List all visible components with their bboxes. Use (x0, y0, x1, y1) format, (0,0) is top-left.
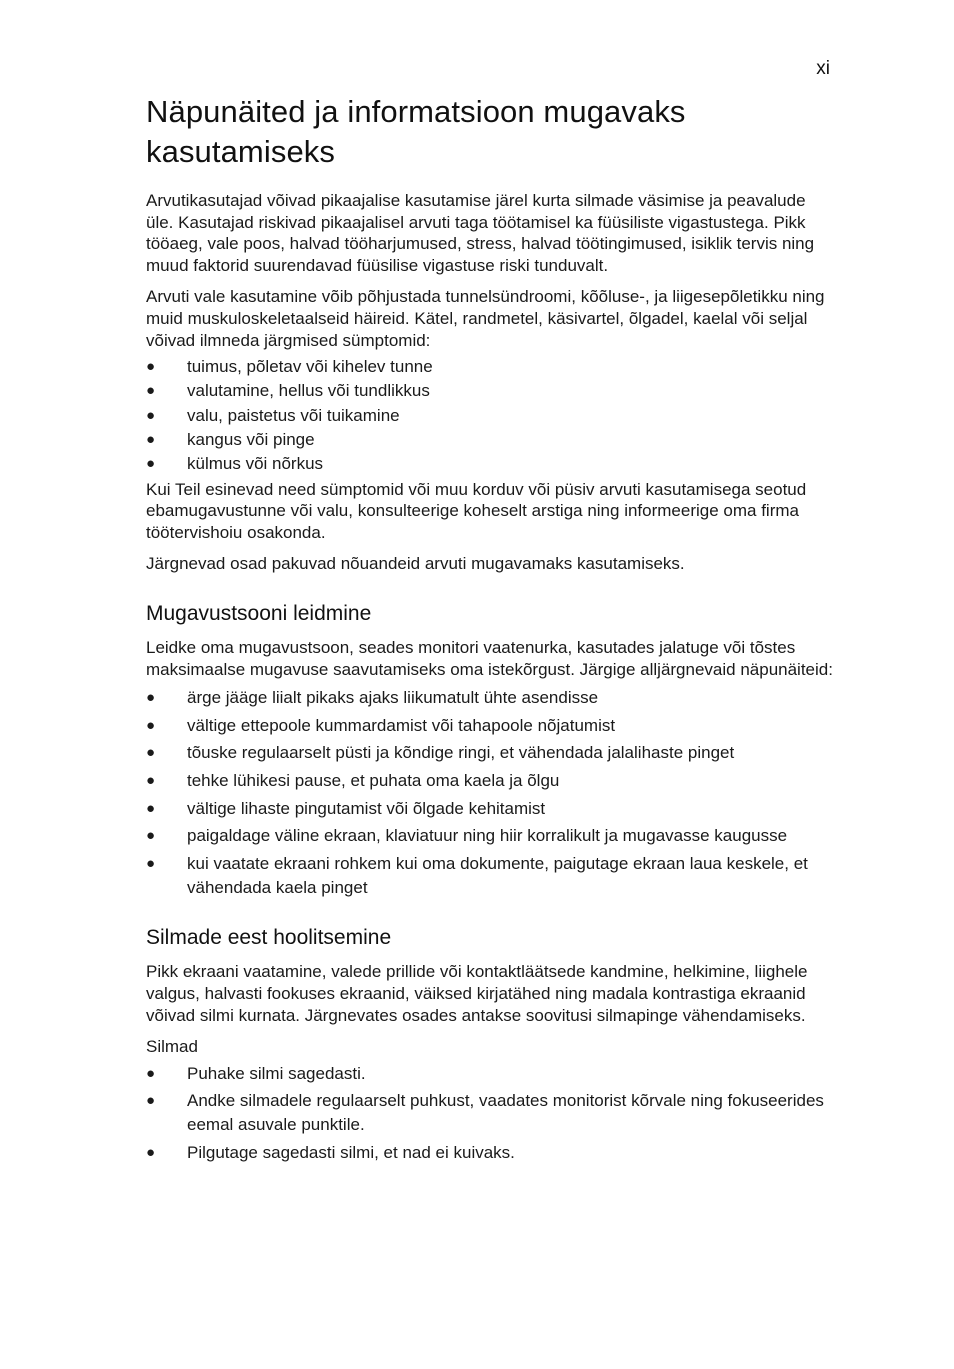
eye-care-paragraph: Pikk ekraani vaatamine, valede prillide või kontaktläätsede kandmine, helkimine, liighele valgus, halvasti fookuses ekraanid, väiksed kirjatähed ning madala kontrastiga ekraanid võivad silmi kurnata. Järgnevates osades antakse soovitusi silmapinge vähendamiseks. (146, 962, 808, 1025)
section-heading-comfort-zone: Mugavustsooni leidmine (146, 602, 372, 626)
document-body (146, 92, 836, 1169)
list-item: ● vältige lihaste pingutamist või õlgade kehitamist (146, 797, 836, 821)
section-heading-eye-care: Silmade eest hoolitsemine (146, 926, 392, 950)
bullet-icon: ● (146, 716, 156, 734)
bullet-icon: ● (146, 431, 156, 449)
bullet-icon: ● (146, 744, 156, 762)
list-item: ● kangus või pinge (146, 428, 836, 452)
list-item: ● vältige ettepoole kummardamist või tahapoole nõjatumist (146, 714, 836, 738)
list-item: ● tehke lühikesi pause, et puhata oma kaela ja õlgu (146, 769, 836, 793)
intro-paragraph-3: Kui Teil esinevad need sümptomid või muu korduv või püsiv arvuti kasutamisega seotud ebamugavustunne või valu, konsulteerige koheselt arstiga ning informeerige oma firma töötervishoiu osakonda. (146, 479, 807, 542)
eye-tips-list (146, 1062, 836, 1165)
bullet-icon: ● (146, 1064, 156, 1082)
list-item: ● tuimus, põletav või kihelev tunne (146, 355, 836, 379)
list-item: ● Puhake silmi sagedasti. (146, 1062, 836, 1086)
list-item: ● Andke silmadele regulaarselt puhkust, vaadates monitorist kõrvale ning fokuseerides eemal asuvale punktile. (146, 1091, 824, 1135)
list-item: ● ärge jääge liialt pikaks ajaks liikumatult ühte asendisse (146, 686, 836, 710)
bullet-icon: ● (146, 406, 156, 424)
comfort-tips-list (146, 686, 836, 900)
list-item: ● paigaldage väline ekraan, klaviatuur ning hiir korralikult ja mugavasse kaugusse (146, 824, 836, 848)
bullet-icon: ● (146, 358, 156, 376)
bullet-icon: ● (146, 799, 156, 817)
intro-paragraph-4: Järgnevad osad pakuvad nõuandeid arvuti mugavamaks kasutamiseks. (146, 554, 685, 574)
bullet-icon: ● (146, 1143, 156, 1161)
page-number: xi (816, 58, 830, 79)
page-title: Näpunäited ja informatsioon mugavaks kasutamiseks (146, 94, 686, 169)
bullet-icon: ● (146, 455, 156, 473)
bullet-icon: ● (146, 771, 156, 789)
list-item: ● valu, paistetus või tuikamine (146, 404, 836, 428)
intro-paragraph-1: Arvutikasutajad võivad pikaajalise kasutamise järel kurta silmade väsimise ja peavalude üle. Kasutajad riskivad pikaajalisel arvuti taga töötamisel ka füüsiliste vigastustega. Pikk tööaeg, vale poos, halvad tööharjumused, stress, halvad töötingimused, isiklik tervis ning muud faktorid suurendavad füüsilise vigastuse riski tunduvalt. (146, 191, 815, 275)
bullet-icon: ● (146, 382, 156, 400)
bullet-icon: ● (146, 1092, 156, 1110)
list-item: ● valutamine, hellus või tundlikkus (146, 379, 836, 403)
bullet-icon: ● (146, 689, 156, 707)
eye-care-subheading: Silmad (146, 1037, 198, 1057)
symptom-list (146, 355, 836, 476)
bullet-icon: ● (146, 854, 156, 872)
list-item: ● Pilgutage sagedasti silmi, et nad ei kuivaks. (146, 1141, 836, 1165)
list-item: ● tõuske regulaarselt püsti ja kõndige ringi, et vähendada jalalihaste pinget (146, 741, 836, 765)
list-item: ● külmus või nõrkus (146, 452, 836, 476)
intro-paragraph-2: Arvuti vale kasutamine võib põhjustada tunnelsündroomi, kõõluse-, ja liigesepõletikku ning muid muskuloskeletaalseid häireid. Kätel, randmetel, käsivartel, õlgadel, kaelal või seljal võivad ilmneda järgmised sümptomid: (146, 287, 825, 350)
bullet-icon: ● (146, 827, 156, 845)
list-item: ● kui vaatate ekraani rohkem kui oma dokumente, paigutage ekraan laua keskele, et vähendada kaela pinget (146, 853, 808, 897)
comfort-zone-paragraph: Leidke oma mugavustsoon, seades monitori vaatenurka, kasutades jalatuge või tõstes maksimaalse mugavuse saavutamiseks oma istekõrgust. Järgige alljärgnevaid näpunäiteid: (146, 638, 833, 679)
